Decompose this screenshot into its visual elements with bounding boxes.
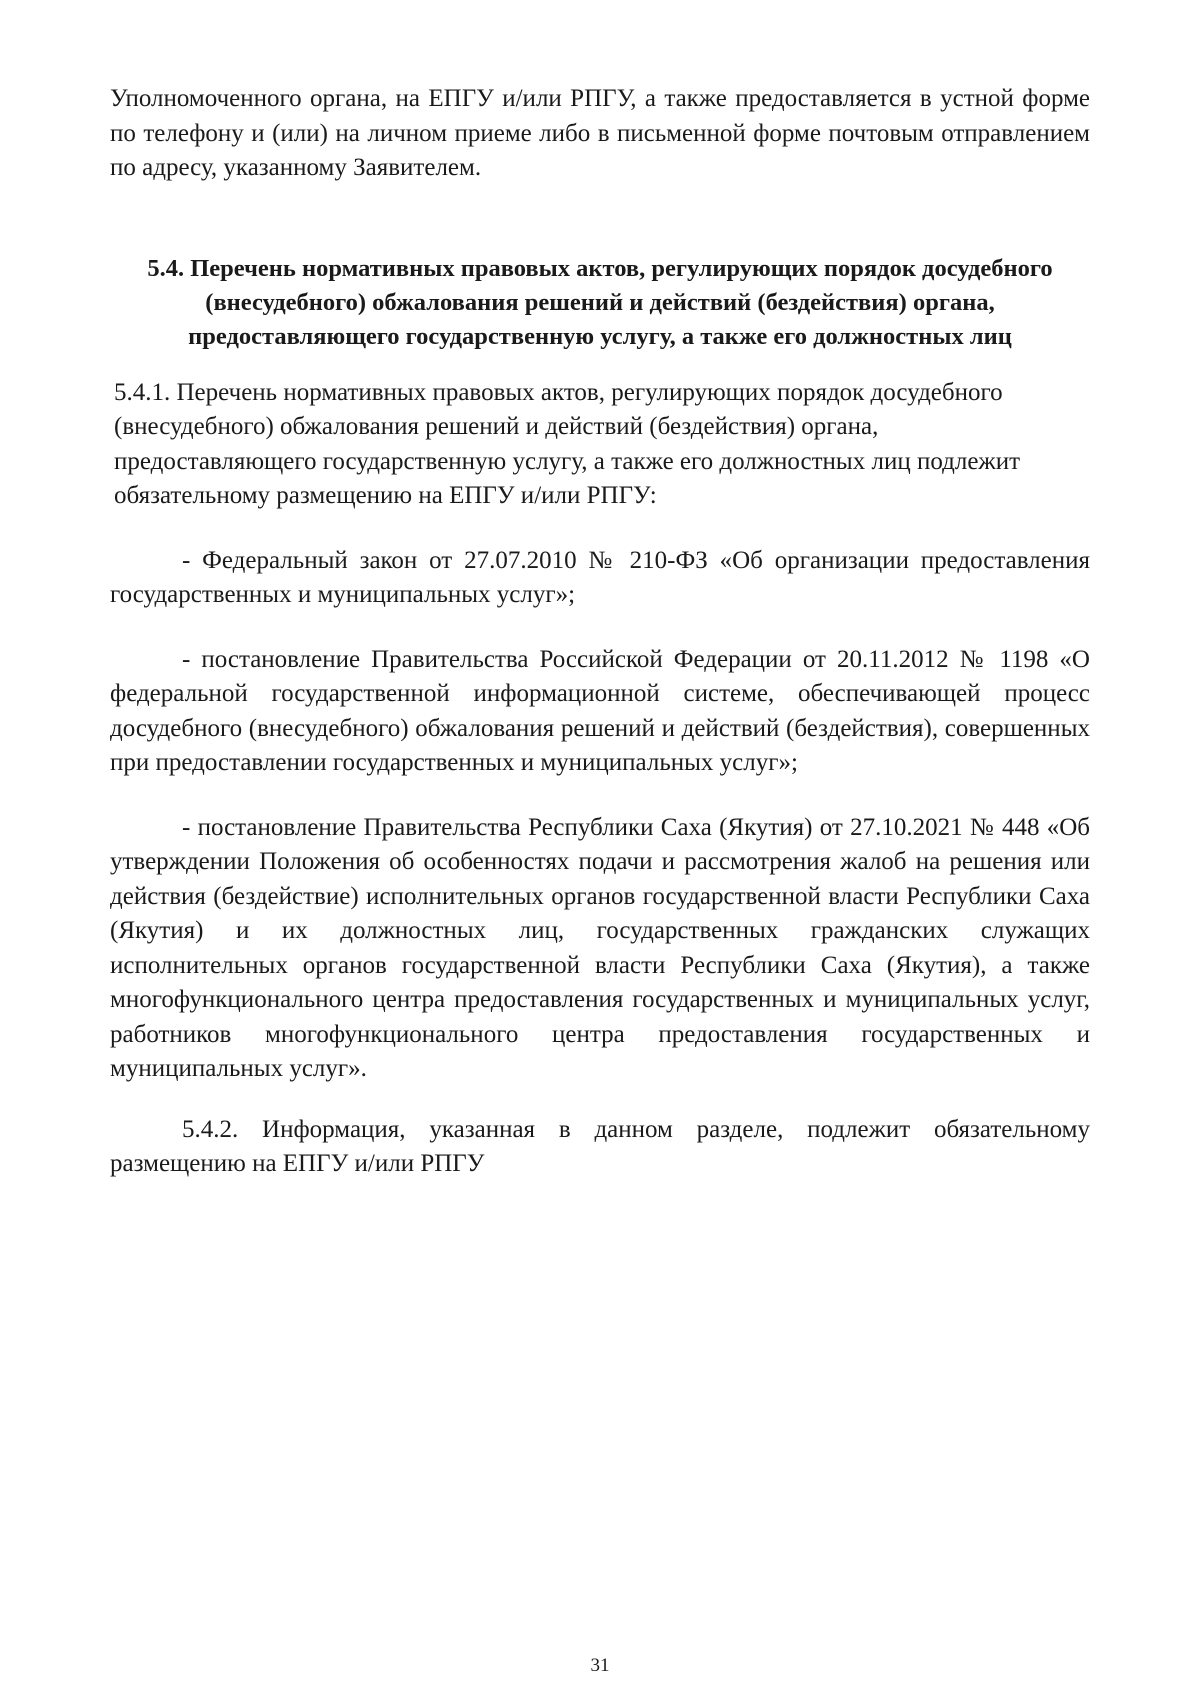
list-item-federal-law: - Федеральный закон от 27.07.2010 № 210-ФЗ «Об организации предоставления государственных и муниципальных услуг»; bbox=[110, 546, 1090, 608]
paragraph-5-4-1-line-1: 5.4.1. Перечень нормативных правовых актов, регулирующих порядок досудебного bbox=[114, 378, 1003, 406]
document-page bbox=[110, 82, 1090, 1182]
paragraph-5-4-1-line-3: предоставляющего государственную услугу, а также его должностных лиц подлежит bbox=[114, 447, 1020, 475]
paragraph-5-4-1-line-4: обязательному размещению на ЕПГУ и/или РПГУ: bbox=[114, 482, 657, 509]
list-item-government-resolution-1198: - постановление Правительства Российской Федерации от 20.11.2012 № 1198 «О федеральной государственной информационной системе, обеспечивающей процесс досудебного (внесудебного) обжалования решений и действий (бездействия), совершенных при предоставлении государственных и муниципальных услуг»; bbox=[110, 645, 1090, 776]
paragraph-top: Уполномоченного органа, на ЕПГУ и/или РПГУ, а также предоставляется в устной форме по телефону и (или) на личном приеме либо в письменной форме почтовым отправлением по адресу, указанному Заявителем. bbox=[110, 85, 1090, 181]
heading-line-2: (внесудебного) обжалования решений и действий (бездействия) органа, bbox=[205, 288, 995, 316]
heading-line-1: 5.4. Перечень нормативных правовых актов, регулирующих порядок досудебного bbox=[147, 254, 1053, 282]
section-heading bbox=[110, 252, 1090, 354]
list-item-government-resolution-448: - постановление Правительства Республики Саха (Якутия) от 27.10.2021 № 448 «Об утверждении Положения об особенностях подачи и рассмотрения жалоб на решения или действия (бездействие) исполнительных органов государственной власти Республики Саха (Якутия) и их должностных лиц, государственных гражданских служащих исполнительных органов государственной власти Республики Саха (Якутия), а также многофункционального центра предоставления государственных и муниципальных услуг, работников многофункционального центра предоставления государственных и муниципальных услуг». bbox=[110, 813, 1090, 1082]
paragraph-5-4-2: 5.4.2. Информация, указанная в данном разделе, подлежит обязательному размещению на ЕПГУ и/или РПГУ bbox=[110, 1115, 1090, 1177]
paragraph-5-4-1 bbox=[110, 376, 1090, 514]
paragraph-5-4-1-line-2: (внесудебного) обжалования решений и действий (бездействия) органа, bbox=[114, 413, 879, 440]
page-number: 31 bbox=[590, 1655, 610, 1676]
heading-line-3: предоставляющего государственную услугу, а также его должностных лиц bbox=[188, 322, 1012, 350]
